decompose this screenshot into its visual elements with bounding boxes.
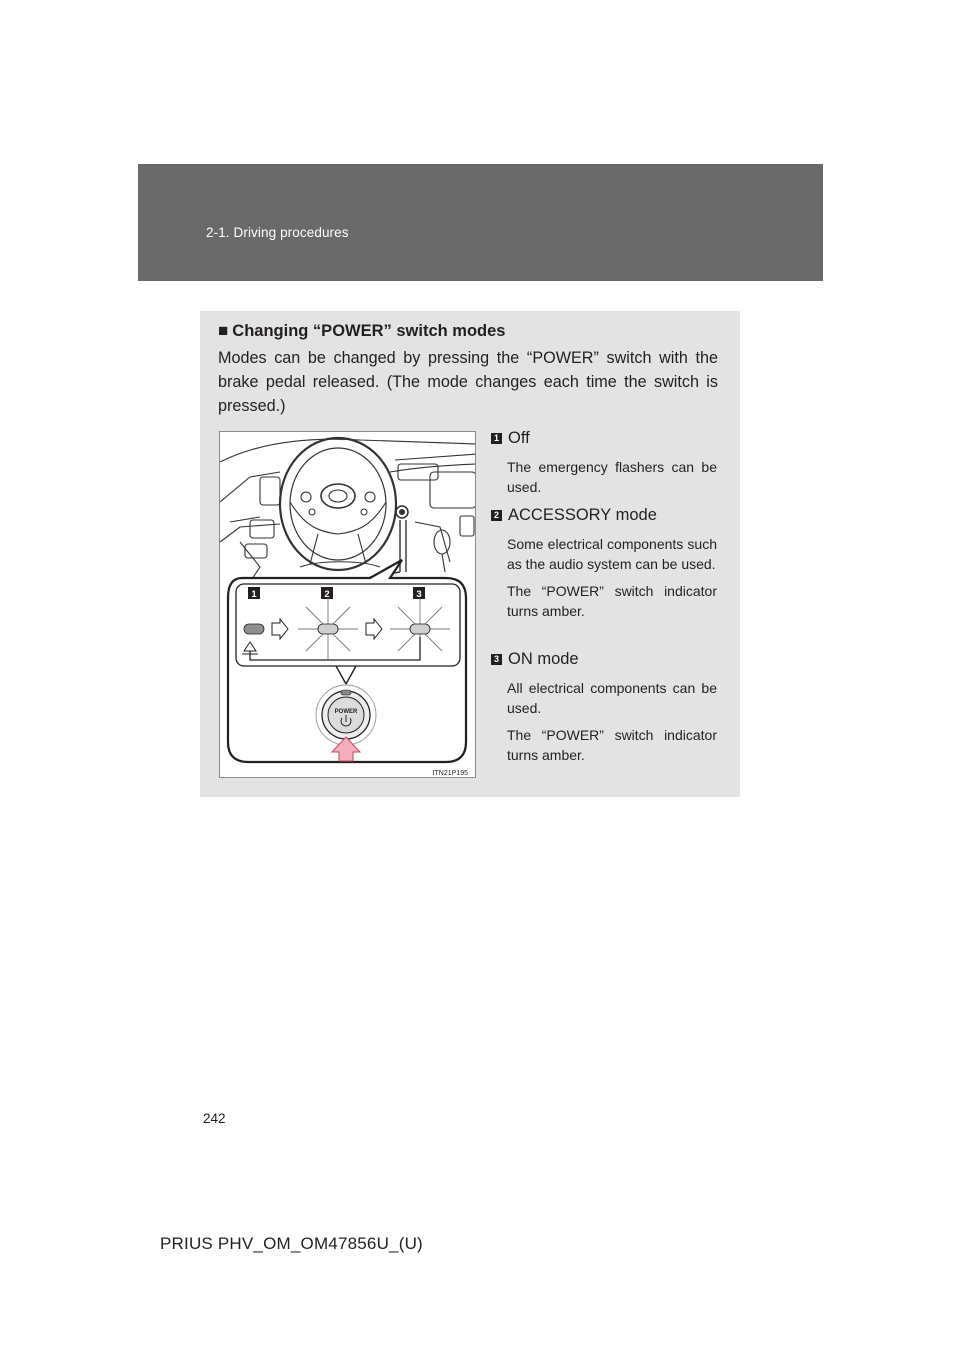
mode-description: The emergency flashers can be used. (507, 459, 717, 495)
mode-description: The “POWER” switch indicator turns amber. (507, 583, 717, 619)
figure-code: ITN21P195 (432, 770, 468, 777)
heading-bullet: ■ (218, 321, 229, 340)
mode-description: All electrical components can be used. (507, 680, 717, 716)
mode-number-badge: 2 (491, 510, 502, 521)
mode-number-badge: 1 (491, 433, 502, 444)
intro-paragraph: Modes can be changed by pressing the “POWER” switch with the brake pedal released. (The mode changes each time the switch is pressed.) (218, 349, 718, 415)
power-button-label: POWER (334, 709, 358, 715)
mode-item-on (491, 650, 721, 765)
mode-name: ACCESSORY mode (508, 506, 657, 524)
power-switch-illustration (219, 431, 476, 778)
figure-marker-3: 3 (416, 589, 422, 600)
mode-title-row (491, 506, 721, 525)
figure-marker-2: 2 (324, 589, 330, 600)
section-title: 2-1. Driving procedures (206, 225, 349, 240)
mode-title-row (491, 429, 721, 448)
document-id: PRIUS PHV_OM_OM47856U_(U) (160, 1234, 423, 1253)
mode-description: The “POWER” switch indicator turns amber. (507, 727, 717, 763)
mode-item-off (491, 429, 721, 497)
mode-name: ON mode (508, 650, 579, 668)
heading-title: Changing “POWER” switch modes (232, 322, 506, 340)
header-band (138, 164, 823, 281)
mode-title-row (491, 650, 721, 669)
illustration-drawing (220, 432, 476, 778)
panel-heading (218, 321, 505, 341)
mode-description: Some electrical components such as the audio system can be used. (507, 536, 717, 572)
figure-marker-1: 1 (251, 589, 257, 600)
mode-item-accessory (491, 506, 721, 621)
page-number: 242 (203, 1111, 226, 1126)
mode-name: Off (508, 429, 530, 447)
mode-number-badge: 3 (491, 654, 502, 665)
